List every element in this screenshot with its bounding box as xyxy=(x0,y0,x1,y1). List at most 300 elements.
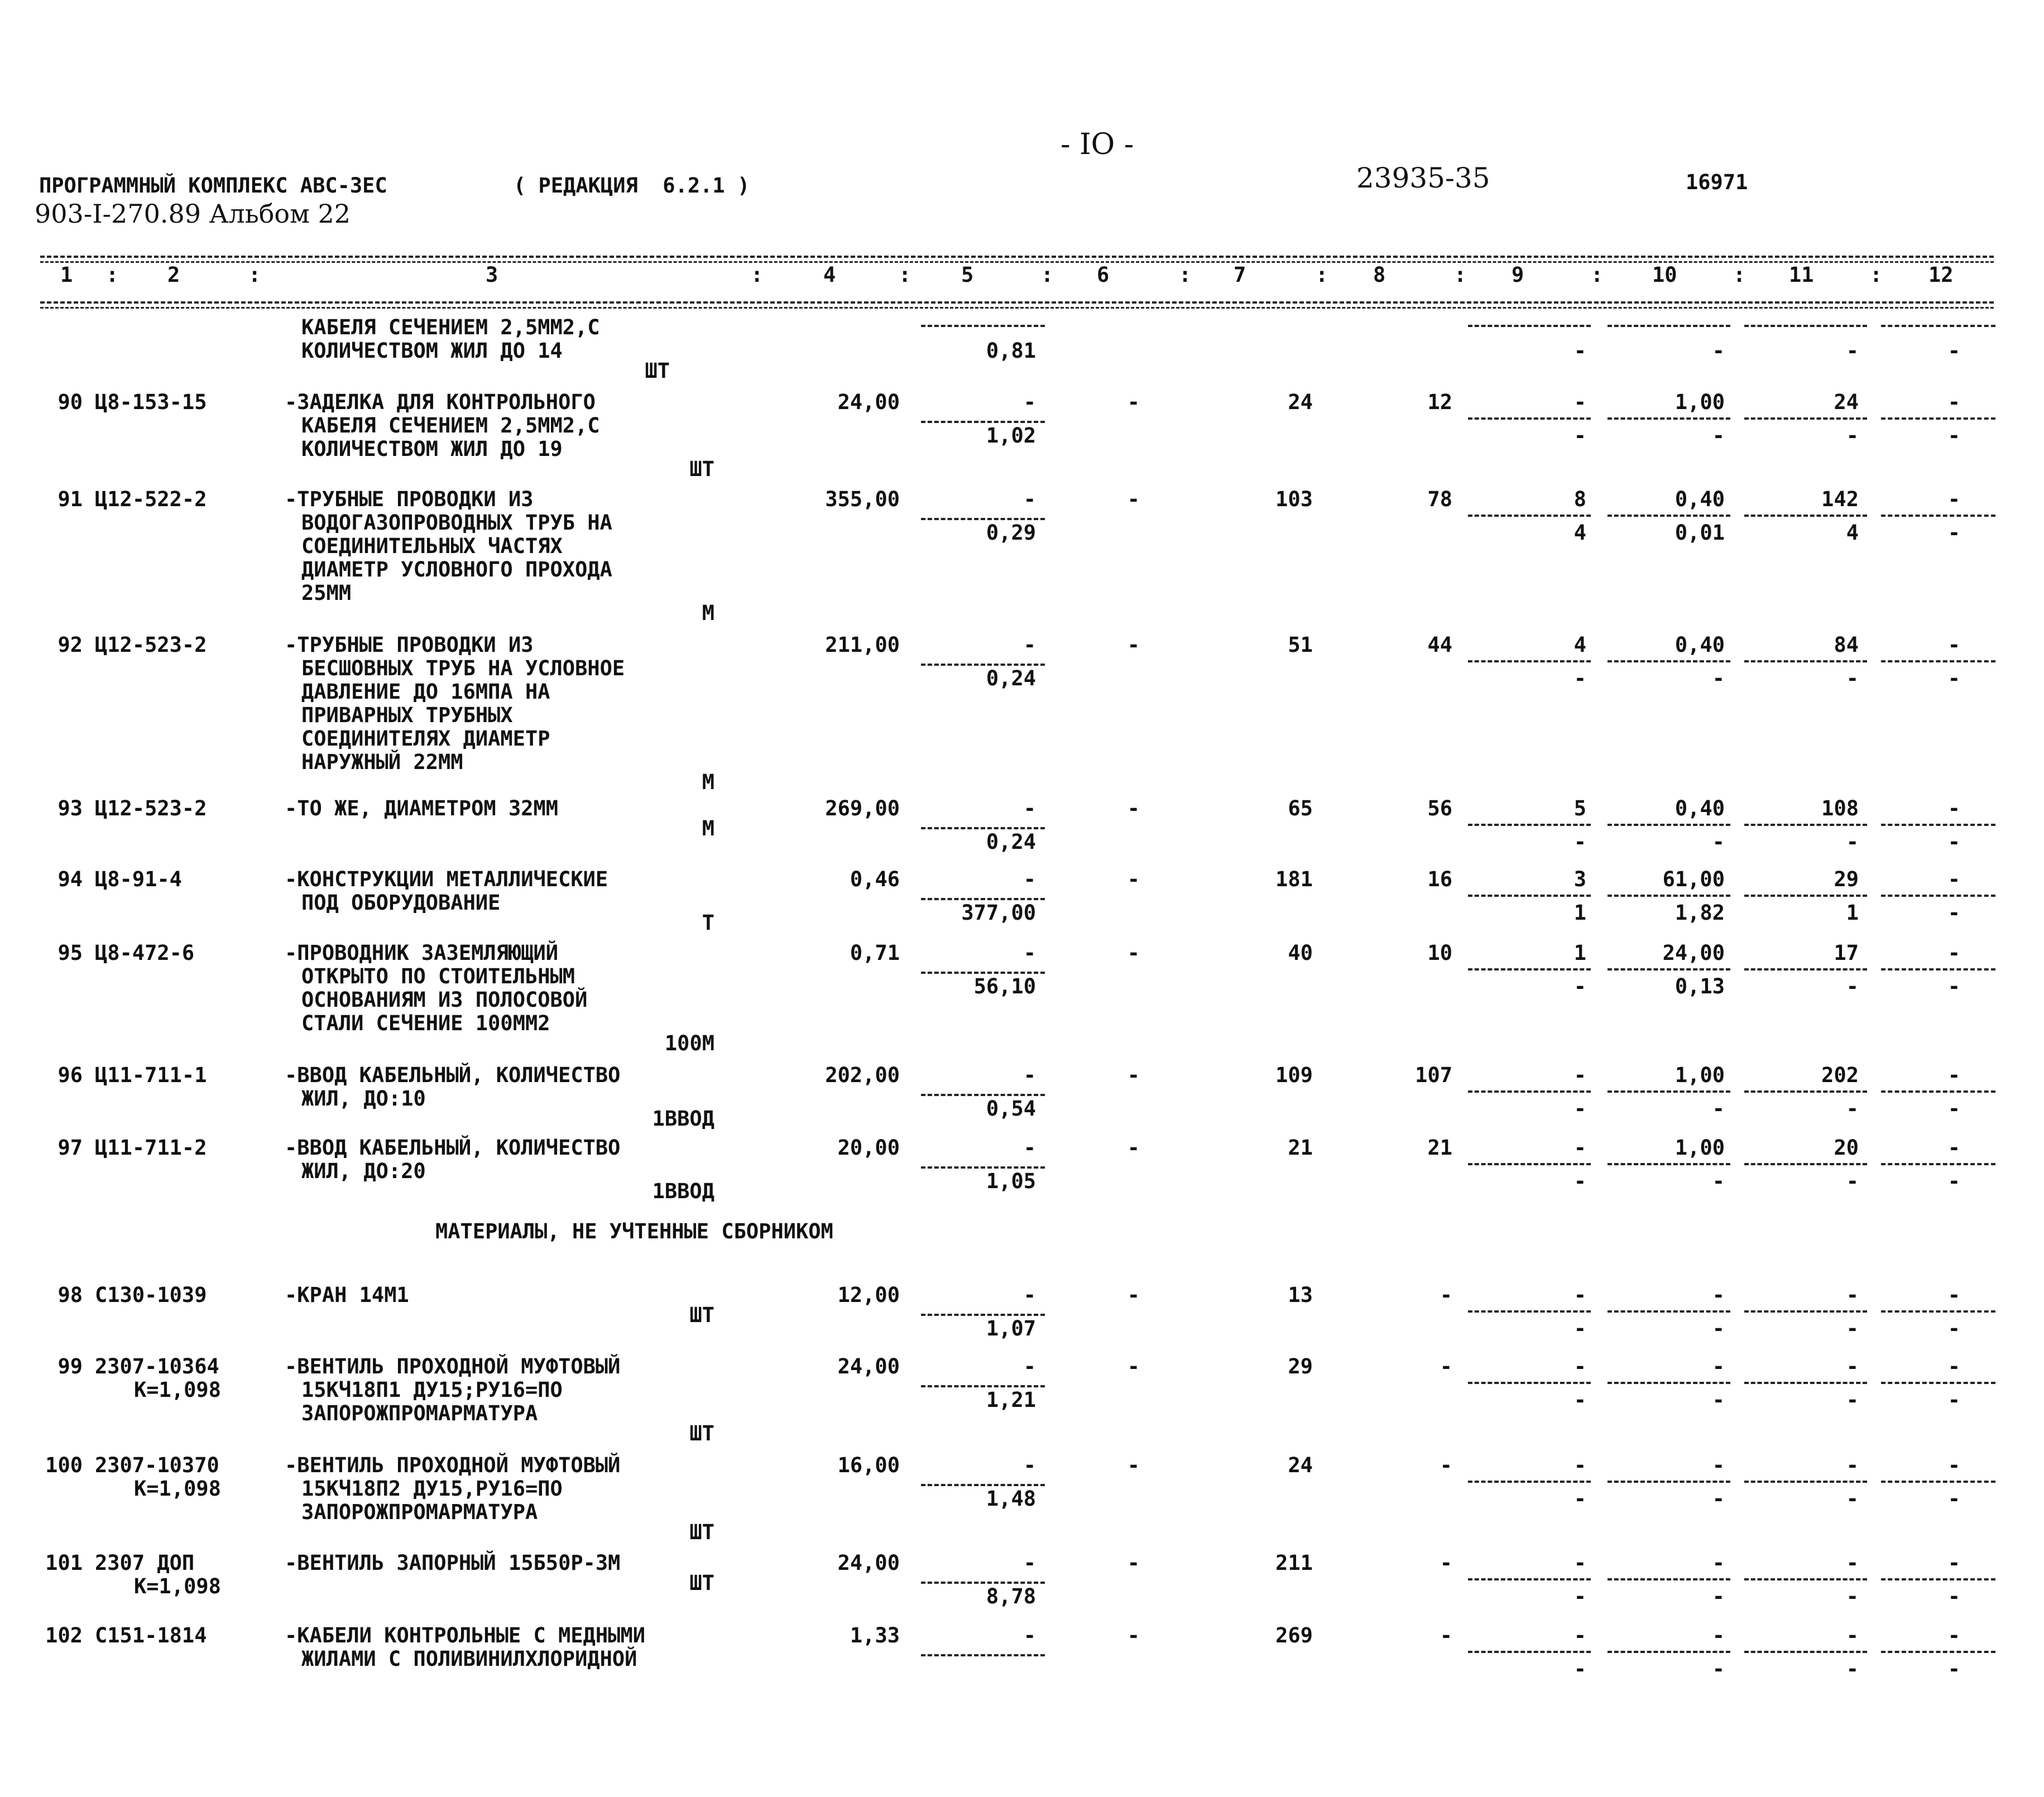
cell-col12-lower: - xyxy=(1947,901,1960,925)
cost-divider xyxy=(1608,417,1730,420)
cell-col5-upper: - xyxy=(1023,1063,1036,1087)
column-5-divider xyxy=(921,1314,1045,1316)
cost-divider xyxy=(1881,1578,1995,1580)
cost-divider xyxy=(1468,895,1591,897)
column-header-12: 12 xyxy=(1928,263,1954,287)
cell-col11-lower: - xyxy=(1846,974,1859,998)
row-number: 97 xyxy=(57,1136,83,1160)
row-code: Ц12-523-2 xyxy=(95,633,207,657)
cell-col4: 12,00 xyxy=(837,1283,900,1307)
cell-col7: 103 xyxy=(1275,487,1313,511)
cell-col6: - xyxy=(1127,487,1140,511)
header-top-rule xyxy=(40,256,1994,258)
row-code: 2307-10364 xyxy=(95,1354,219,1378)
cell-col12-upper: - xyxy=(1947,1354,1960,1378)
row-code: Ц11-711-1 xyxy=(95,1063,207,1087)
column-header-5: 5 xyxy=(961,263,974,287)
row-number: 102 xyxy=(45,1623,83,1647)
page-number: - IO - xyxy=(1061,128,1134,161)
cell-col11-lower: - xyxy=(1846,339,1859,363)
cell-col7: 24 xyxy=(1288,390,1313,414)
cell-col9-upper: - xyxy=(1573,390,1586,414)
cell-col10-upper: 61,00 xyxy=(1662,867,1725,891)
cell-col11-upper: 17 xyxy=(1834,941,1859,965)
row-code: К=1,098 xyxy=(134,1574,221,1598)
cell-col11-upper: 20 xyxy=(1834,1136,1859,1160)
cell-col10-upper: 0,40 xyxy=(1674,487,1725,511)
cell-col6: - xyxy=(1127,633,1140,657)
cell-col5-upper: - xyxy=(1023,1453,1036,1477)
cell-col12-lower: - xyxy=(1947,1388,1960,1412)
column-separator: : xyxy=(1870,263,1883,287)
column-5-divider xyxy=(921,1385,1045,1387)
cost-divider xyxy=(1881,895,1995,897)
cell-col7: 24 xyxy=(1288,1453,1313,1477)
cell-col5-lower: 1,21 xyxy=(986,1388,1036,1412)
row-description-line: -ВВОД КАБЕЛЬНЫЙ, КОЛИЧЕСТВО xyxy=(285,1136,621,1160)
cost-divider xyxy=(1468,1578,1591,1580)
cell-col10-lower: - xyxy=(1712,666,1725,690)
row-unit: ШТ xyxy=(689,1303,714,1327)
column-5-divider xyxy=(921,972,1045,974)
cell-col9-lower: - xyxy=(1573,666,1586,690)
cell-col9-lower: 1 xyxy=(1573,901,1586,925)
cell-col9-lower: - xyxy=(1573,1388,1586,1412)
cell-col11-upper: - xyxy=(1846,1354,1859,1378)
row-description-line: ВОДОГАЗОПРОВОДНЫХ ТРУБ НА xyxy=(301,511,612,535)
document-code: 23935-35 xyxy=(1356,162,1490,194)
cell-col9-lower: - xyxy=(1573,1316,1586,1340)
cell-col8: - xyxy=(1440,1283,1452,1307)
row-unit: М xyxy=(702,770,714,794)
cell-col10-upper: 1,00 xyxy=(1674,390,1725,414)
cell-col11-lower: - xyxy=(1846,1657,1859,1681)
cell-col5-upper: - xyxy=(1023,487,1036,511)
column-separator: : xyxy=(1591,263,1604,287)
row-number: 96 xyxy=(57,1063,83,1087)
column-5-divider xyxy=(921,518,1045,520)
cell-col12-lower: - xyxy=(1947,339,1960,363)
column-separator: : xyxy=(248,263,261,287)
cell-col9-lower: - xyxy=(1573,1097,1586,1121)
cell-col9-upper: 4 xyxy=(1573,633,1586,657)
row-description-line: ЗАПОРОЖПРОМАРМАТУРА xyxy=(301,1401,538,1425)
cell-col11-lower: 4 xyxy=(1846,521,1859,545)
row-description-line: КАБЕЛЯ СЕЧЕНИЕМ 2,5ММ2,С xyxy=(301,414,600,438)
row-description-line: -ВЕНТИЛЬ ПРОХОДНОЙ МУФТОВЫЙ xyxy=(285,1453,621,1477)
cell-col10-lower: 0,13 xyxy=(1674,974,1725,998)
cost-divider xyxy=(1608,1481,1730,1483)
cell-col12-upper: - xyxy=(1947,1453,1960,1477)
cell-col4: 1,33 xyxy=(850,1623,900,1647)
row-description-line: 15КЧ18П2 ДУ15,РУ16=ПО xyxy=(301,1477,563,1501)
cell-col12-lower: - xyxy=(1947,666,1960,690)
cell-col9-lower: - xyxy=(1573,1487,1586,1511)
cell-col4: 269,00 xyxy=(825,796,900,820)
cell-col12-lower: - xyxy=(1947,1316,1960,1340)
cost-divider xyxy=(1468,1651,1591,1653)
row-description-line: -ПРОВОДНИК ЗАЗЕМЛЯЮЩИЙ xyxy=(285,941,559,965)
row-number: 100 xyxy=(45,1453,83,1477)
cost-divider xyxy=(1608,515,1730,517)
cell-col10-upper: 0,40 xyxy=(1674,633,1725,657)
cost-divider xyxy=(1744,895,1867,897)
cell-col11-lower: - xyxy=(1846,666,1859,690)
cell-col9-lower: 4 xyxy=(1573,521,1586,545)
cost-divider xyxy=(1608,1090,1730,1093)
program-edition: ( РЕДАКЦИЯ 6.2.1 ) xyxy=(514,174,750,198)
cell-col11-upper: 108 xyxy=(1821,796,1859,820)
row-description-line: БЕСШОВНЫХ ТРУБ НА УСЛОВНОЕ xyxy=(301,656,625,680)
row-description-line: -ВЕНТИЛЬ ПРОХОДНОЙ МУФТОВЫЙ xyxy=(285,1354,621,1378)
cell-col8: 21 xyxy=(1427,1136,1452,1160)
row-description-line: ДИАМЕТР УСЛОВНОГО ПРОХОДА xyxy=(301,558,612,582)
row-unit: 1ВВОД xyxy=(652,1107,714,1131)
cost-divider xyxy=(1744,417,1867,420)
cell-col6: - xyxy=(1127,867,1140,891)
cell-col5-lower: 1,07 xyxy=(986,1316,1036,1340)
cost-divider xyxy=(1468,1163,1591,1165)
cell-col11-upper: - xyxy=(1846,1453,1859,1477)
row-unit: ШТ xyxy=(689,1520,714,1544)
row-description-line: ПОД ОБОРУДОВАНИЕ xyxy=(301,891,501,915)
cost-divider xyxy=(1608,1651,1730,1653)
row-description-line: 15КЧ18П1 ДУ15;РУ16=ПО xyxy=(301,1378,563,1402)
cell-col4: 202,00 xyxy=(825,1063,900,1087)
row-description-line: -КРАН 14М1 xyxy=(285,1283,409,1307)
cell-col10-upper: - xyxy=(1712,1453,1725,1477)
cell-col9-lower: - xyxy=(1573,974,1586,998)
cell-col11-lower: - xyxy=(1846,1316,1859,1340)
row-description-line: НАРУЖНЫЙ 22ММ xyxy=(301,750,463,774)
row-unit: 1ВВОД xyxy=(652,1179,714,1203)
cell-col6: - xyxy=(1127,1453,1140,1477)
column-separator: : xyxy=(899,263,911,287)
cell-col8: - xyxy=(1440,1623,1452,1647)
cell-col10-upper: 1,00 xyxy=(1674,1136,1725,1160)
row-description-line: ПРИВАРНЫХ ТРУБНЫХ xyxy=(301,703,513,727)
cell-col8: - xyxy=(1440,1354,1452,1378)
cell-col6: - xyxy=(1127,1063,1140,1087)
sheet-number: 16971 xyxy=(1686,170,1748,194)
cell-col5-lower: 56,10 xyxy=(973,974,1036,998)
row-code: К=1,098 xyxy=(134,1378,221,1402)
cell-col6: - xyxy=(1127,941,1140,965)
column-5-divider xyxy=(921,827,1045,829)
column-header-8: 8 xyxy=(1373,263,1386,287)
cell-col5-lower: 0,81 xyxy=(986,339,1036,363)
cost-divider xyxy=(1468,1382,1591,1384)
cell-col12-lower: - xyxy=(1947,830,1960,854)
row-description-line: КАБЕЛЯ СЕЧЕНИЕМ 2,5ММ2,С xyxy=(301,315,600,339)
cost-divider xyxy=(1881,325,1995,327)
column-separator: : xyxy=(751,263,764,287)
cell-col6: - xyxy=(1127,1354,1140,1378)
cell-col12-upper: - xyxy=(1947,1623,1960,1647)
cell-col6: - xyxy=(1127,390,1140,414)
cell-col12-lower: - xyxy=(1947,521,1960,545)
row-description-line: ЖИЛАМИ С ПОЛИВИНИЛХЛОРИДНОЙ xyxy=(301,1647,637,1671)
cell-col10-lower: - xyxy=(1712,1097,1725,1121)
cell-col8: 10 xyxy=(1427,941,1452,965)
column-header-1: 1 xyxy=(60,263,73,287)
cell-col7: 65 xyxy=(1288,796,1313,820)
cost-divider xyxy=(1744,968,1867,970)
cell-col5-lower: 0,24 xyxy=(986,666,1036,690)
cell-col9-upper: - xyxy=(1573,1063,1586,1087)
cell-col8: - xyxy=(1440,1453,1452,1477)
cell-col5-lower: 1,05 xyxy=(986,1169,1036,1193)
cost-divider xyxy=(1608,660,1730,662)
cell-col5-upper: - xyxy=(1023,796,1036,820)
cell-col9-lower: - xyxy=(1573,339,1586,363)
cell-col7: 109 xyxy=(1275,1063,1313,1087)
column-header-10: 10 xyxy=(1652,263,1677,287)
row-description-line: ЖИЛ, ДО:10 xyxy=(301,1087,426,1111)
cost-divider xyxy=(1468,968,1591,970)
cell-col4: 0,71 xyxy=(850,941,900,965)
cell-col9-lower: - xyxy=(1573,1584,1586,1608)
cell-col12-upper: - xyxy=(1947,633,1960,657)
cost-divider xyxy=(1881,1651,1995,1653)
cell-col11-upper: - xyxy=(1846,1623,1859,1647)
row-code: Ц12-523-2 xyxy=(95,796,207,820)
cell-col6: - xyxy=(1127,1551,1140,1575)
row-description-line: -ТРУБНЫЕ ПРОВОДКИ ИЗ xyxy=(285,487,534,511)
cost-divider xyxy=(1608,1310,1730,1313)
cost-divider xyxy=(1881,1382,1995,1384)
cell-col10-lower: - xyxy=(1712,1169,1725,1193)
cell-col10-upper: - xyxy=(1712,1551,1725,1575)
row-description-line: СОЕДИНИТЕЛЯХ ДИАМЕТР xyxy=(301,727,550,751)
cell-col10-upper: - xyxy=(1712,1354,1725,1378)
cell-col11-upper: 142 xyxy=(1821,487,1859,511)
cell-col4: 24,00 xyxy=(837,1354,900,1378)
cell-col7: 21 xyxy=(1288,1136,1313,1160)
column-5-divider xyxy=(921,421,1045,423)
cell-col5-upper: - xyxy=(1023,1354,1036,1378)
cell-col10-lower: - xyxy=(1712,339,1725,363)
column-header-6: 6 xyxy=(1097,263,1110,287)
cell-col12-lower: - xyxy=(1947,1169,1960,1193)
cell-col7: 181 xyxy=(1275,867,1313,891)
column-separator: : xyxy=(1454,263,1467,287)
row-number: 99 xyxy=(57,1354,83,1378)
cost-divider xyxy=(1881,1310,1995,1313)
cell-col9-upper: - xyxy=(1573,1551,1586,1575)
cell-col5-upper: - xyxy=(1023,1136,1036,1160)
cost-divider xyxy=(1744,1578,1867,1580)
cost-divider xyxy=(1881,660,1995,662)
cell-col5-upper: - xyxy=(1023,390,1036,414)
column-header-2: 2 xyxy=(167,263,180,287)
row-number: 92 xyxy=(57,633,83,657)
cell-col10-lower: - xyxy=(1712,424,1725,448)
row-unit: ШТ xyxy=(689,1421,714,1445)
header-top-rule-2 xyxy=(40,261,1994,263)
column-header-9: 9 xyxy=(1512,263,1524,287)
cell-col11-lower: - xyxy=(1846,1388,1859,1412)
cell-col11-upper: - xyxy=(1846,1283,1859,1307)
row-description-line: ОТКРЫТО ПО СТОИТЕЛЬНЫМ xyxy=(301,964,575,988)
cell-col9-upper: - xyxy=(1573,1453,1586,1477)
album-label: 903-I-270.89 Альбом 22 xyxy=(35,199,351,229)
header-bottom-rule-2 xyxy=(40,307,1994,309)
row-number: 93 xyxy=(57,796,83,820)
cost-divider xyxy=(1468,1310,1591,1313)
cell-col10-lower: - xyxy=(1712,1487,1725,1511)
row-description-line: 25ММ xyxy=(301,581,352,605)
cell-col6: - xyxy=(1127,1283,1140,1307)
cell-col8: 16 xyxy=(1427,867,1452,891)
cost-divider xyxy=(1881,968,1995,970)
row-unit: 100М xyxy=(664,1031,714,1055)
header-bottom-rule xyxy=(40,301,1994,304)
cell-col11-lower: - xyxy=(1846,830,1859,854)
cost-divider xyxy=(1744,1090,1867,1093)
cell-col11-lower: - xyxy=(1846,1584,1859,1608)
cost-divider xyxy=(1744,1163,1867,1165)
column-separator: : xyxy=(1041,263,1054,287)
row-description-line: -КАБЕЛИ КОНТРОЛЬНЫЕ С МЕДНЫМИ xyxy=(285,1623,646,1647)
cell-col12-upper: - xyxy=(1947,867,1960,891)
row-number: 91 xyxy=(57,487,83,511)
cost-divider xyxy=(1881,417,1995,420)
cell-col4: 24,00 xyxy=(837,1551,900,1575)
column-separator: : xyxy=(1316,263,1328,287)
cell-col4: 0,46 xyxy=(850,867,900,891)
row-unit: М xyxy=(702,601,714,625)
cell-col7: 13 xyxy=(1288,1283,1313,1307)
cost-divider xyxy=(1468,1090,1591,1093)
row-number: 95 xyxy=(57,941,83,965)
cost-divider xyxy=(1744,824,1867,826)
cell-col11-lower: - xyxy=(1846,1097,1859,1121)
column-separator: : xyxy=(106,263,119,287)
row-description-line: ОСНОВАНИЯМ ИЗ ПОЛОСОВОЙ xyxy=(301,988,588,1012)
cell-col10-lower: 0,01 xyxy=(1674,521,1725,545)
cell-col9-upper: 5 xyxy=(1573,796,1586,820)
cell-col4: 20,00 xyxy=(837,1136,900,1160)
row-description-line: СТАЛИ СЕЧЕНИЕ 100ММ2 xyxy=(301,1011,550,1035)
cell-col11-upper: - xyxy=(1846,1551,1859,1575)
cell-col9-lower: - xyxy=(1573,830,1586,854)
cell-col12-upper: - xyxy=(1947,1283,1960,1307)
row-description-line: КОЛИЧЕСТВОМ ЖИЛ ДО 14 xyxy=(301,339,563,363)
cell-col6: - xyxy=(1127,1623,1140,1647)
cell-col12-lower: - xyxy=(1947,974,1960,998)
cell-col4: 355,00 xyxy=(825,487,900,511)
cost-divider xyxy=(1881,515,1995,517)
cell-col7: 29 xyxy=(1288,1354,1313,1378)
program-title: ПРОГРАММНЫЙ КОМПЛЕКС АВС-3ЕС xyxy=(39,174,387,198)
cost-divider xyxy=(1744,1310,1867,1313)
cell-col12-upper: - xyxy=(1947,487,1960,511)
row-code: Ц8-91-4 xyxy=(95,867,182,891)
row-number: 94 xyxy=(57,867,83,891)
column-5-divider xyxy=(921,1582,1045,1584)
cell-col11-lower: - xyxy=(1846,1487,1859,1511)
cell-col10-lower: - xyxy=(1712,1584,1725,1608)
row-description-line: -КОНСТРУКЦИИ МЕТАЛЛИЧЕСКИЕ xyxy=(285,867,608,891)
row-description-line: -ВВОД КАБЕЛЬНЫЙ, КОЛИЧЕСТВО xyxy=(285,1063,621,1087)
cell-col12-lower: - xyxy=(1947,1097,1960,1121)
cost-divider xyxy=(1881,1481,1995,1483)
row-code: 2307-10370 xyxy=(95,1453,219,1477)
row-unit: М xyxy=(702,816,714,840)
cell-col10-upper: 24,00 xyxy=(1662,941,1725,965)
cell-col11-lower: 1 xyxy=(1846,901,1859,925)
column-header-7: 7 xyxy=(1234,263,1246,287)
cell-col9-upper: - xyxy=(1573,1136,1586,1160)
cell-col7: 269 xyxy=(1275,1623,1313,1647)
cost-divider xyxy=(1468,824,1591,826)
row-code: Ц8-472-6 xyxy=(95,941,195,965)
cell-col10-lower: - xyxy=(1712,1657,1725,1681)
row-description-line: ДАВЛЕНИЕ ДО 16МПА НА xyxy=(301,680,550,704)
cost-divider xyxy=(1608,895,1730,897)
cost-divider xyxy=(1468,515,1591,517)
cell-col5-upper: - xyxy=(1023,633,1036,657)
cost-divider xyxy=(1744,515,1867,517)
cell-col5-lower: 8,78 xyxy=(986,1584,1036,1608)
cell-col5-upper: - xyxy=(1023,1623,1036,1647)
row-description-line: СОЕДИНИТЕЛЬНЫХ ЧАСТЯХ xyxy=(301,534,563,558)
row-code: С130-1039 xyxy=(95,1283,207,1307)
cell-col9-upper: 1 xyxy=(1573,941,1586,965)
cost-divider xyxy=(1744,1481,1867,1483)
column-5-divider xyxy=(921,898,1045,900)
cell-col12-lower: - xyxy=(1947,424,1960,448)
cell-col10-lower: 1,82 xyxy=(1674,901,1725,925)
cell-col8: 78 xyxy=(1427,487,1452,511)
row-unit: ШТ xyxy=(645,359,670,383)
cell-col6: - xyxy=(1127,796,1140,820)
cell-col5-lower: 0,54 xyxy=(986,1097,1036,1121)
cell-col9-upper: - xyxy=(1573,1283,1586,1307)
cell-col10-upper: - xyxy=(1712,1623,1725,1647)
cost-divider xyxy=(1744,1382,1867,1384)
cell-col11-upper: 84 xyxy=(1834,633,1859,657)
cell-col9-upper: 8 xyxy=(1573,487,1586,511)
cell-col7: 51 xyxy=(1288,633,1313,657)
row-number: 90 xyxy=(57,390,83,414)
row-description-line: ЖИЛ, ДО:20 xyxy=(301,1159,426,1183)
row-code: Ц11-711-2 xyxy=(95,1136,207,1160)
row-code: С151-1814 xyxy=(95,1623,207,1647)
cell-col11-lower: - xyxy=(1846,424,1859,448)
cell-col12-upper: - xyxy=(1947,390,1960,414)
cost-divider xyxy=(1468,325,1591,327)
cell-col11-upper: 202 xyxy=(1821,1063,1859,1087)
column-5-divider xyxy=(921,1166,1045,1169)
cell-col9-lower: - xyxy=(1573,424,1586,448)
cell-col10-upper: 1,00 xyxy=(1674,1063,1725,1087)
cell-col10-upper: - xyxy=(1712,1283,1725,1307)
row-description-line: ЗАПОРОЖПРОМАРМАТУРА xyxy=(301,1500,538,1524)
cell-col4: 211,00 xyxy=(825,633,900,657)
cell-col12-lower: - xyxy=(1947,1584,1960,1608)
cell-col8: 12 xyxy=(1427,390,1452,414)
cell-col7: 40 xyxy=(1288,941,1313,965)
cell-col5-lower: 1,48 xyxy=(986,1487,1036,1511)
row-code: 2307 ДОП xyxy=(95,1551,195,1575)
column-5-divider xyxy=(921,325,1045,327)
cell-col5-lower: 1,02 xyxy=(986,424,1036,448)
cell-col5-upper: - xyxy=(1023,1551,1036,1575)
cell-col11-upper: 29 xyxy=(1834,867,1859,891)
row-code: Ц12-522-2 xyxy=(95,487,207,511)
